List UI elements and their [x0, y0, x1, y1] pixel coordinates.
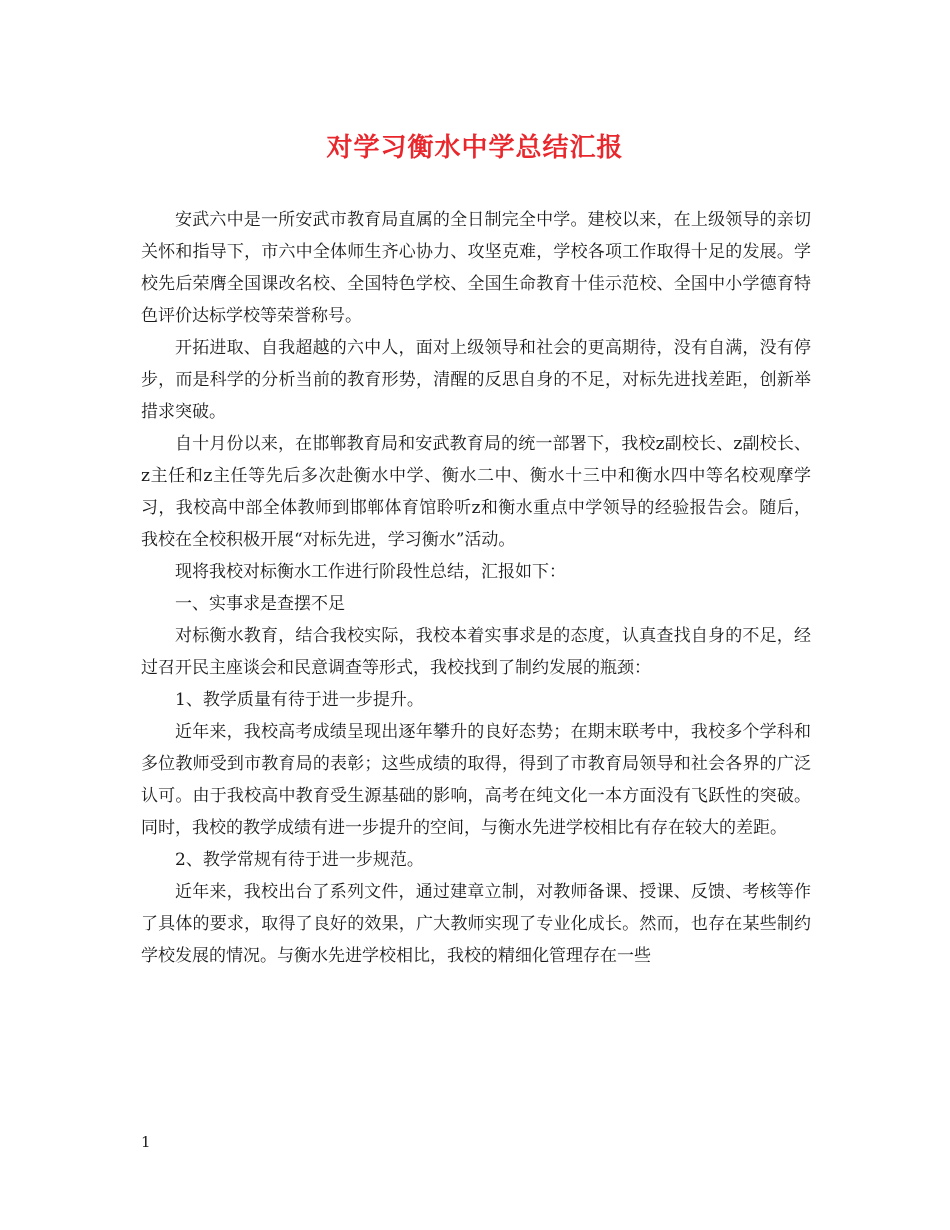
paragraph-teaching-routine: 近年来，我校出台了系列文件，通过建章立制，对教师备课、授课、反馈、考核等作了具体的要求，取得了良好的效果，广大教师实现了专业化成长。然而，也存在某些制约学校发展的情况。与衡水先进学校相比，我校的精细化管理存在一些 [141, 882, 811, 966]
paragraph-teaching-quality: 近年来，我校高考成绩呈现出逐年攀升的良好态势；在期末联考中，我校多个学科和多位教师受到市教育局的表彰；这些成绩的取得，得到了市教育局领导和社会各界的广泛认可。由于我校高中教育受生源基础的影响，高考在纯文化一本方面没有飞跃性的突破。同时，我校的教学成绩有进一步提升的空间，与衡水先进学校相比有存在较大的差距。 [141, 722, 811, 838]
paragraph-summary-intro: 现将我校对标衡水工作进行阶段性总结，汇报如下： [175, 562, 566, 582]
paragraph-study-visit: 自十月份以来，在邯郸教育局和安武教育局的统一部署下，我校z副校长、z副校长、z主任和z主任等先后多次赴衡水中学、衡水二中、衡水十三中和衡水四中等名校观摩学习，我校高中部全体教师到邯郸体育馆聆听z和衡水重点中学领导的经验报告会。随后，我校在全校积极开展“对标先进，学习衡水”活动。 [141, 434, 811, 550]
subheading-teaching-quality: 1、教学质量有待于进一步提升。 [175, 690, 424, 710]
paragraph-shortcomings: 对标衡水教育，结合我校实际，我校本着实事求是的态度，认真查找自身的不足，经过召开民主座谈会和民意调查等形式，我校找到了制约发展的瓶颈： [141, 626, 811, 678]
page-number: 1 [141, 1133, 151, 1151]
paragraph-intro: 安武六中是一所安武市教育局直属的全日制完全中学。建校以来，在上级领导的亲切关怀和指导下，市六中全体师生齐心协力、攻坚克难，学校各项工作取得十足的发展。学校先后荣膺全国课改名校、全国特色学校、全国生命教育十佳示范校、全国中小学德育特色评价达标学校等荣誉称号。 [141, 210, 811, 326]
subheading-teaching-routine: 2、教学常规有待于进一步规范。 [175, 850, 424, 870]
paragraph-progress: 开拓进取、自我超越的六中人，面对上级领导和社会的更高期待，没有自满，没有停步，而是科学的分析当前的教育形势，清醒的反思自身的不足，对标先进找差距，创新举措求突破。 [141, 338, 811, 422]
document-body [141, 204, 811, 972]
section-heading-1: 一、实事求是查摆不足 [175, 594, 345, 614]
document-title: 对学习衡水中学总结汇报 [326, 133, 624, 163]
